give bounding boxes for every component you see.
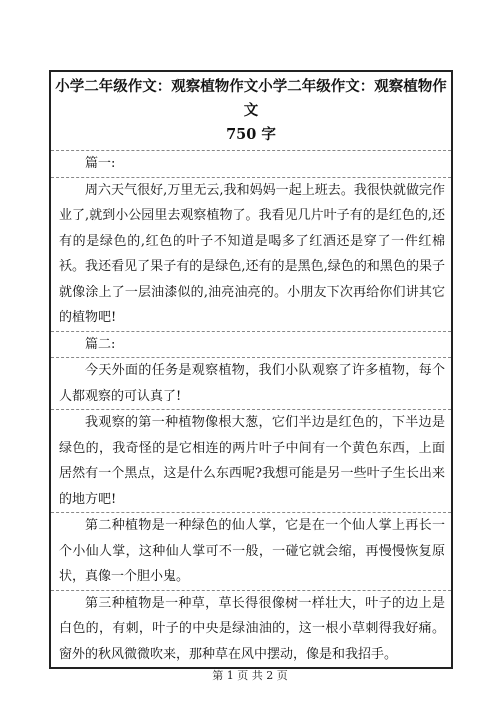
essay-table	[49, 70, 453, 669]
section-2-heading: 篇二:	[51, 331, 451, 358]
title-line-1: 小学二年级作文：观察植物作文小学二年级作文：观察植物作文	[55, 78, 447, 119]
page-footer: 第 1 页 共 2 页	[212, 669, 288, 682]
essay-title	[51, 72, 451, 150]
section-1-paragraph: 周六天气很好,万里无云,我和妈妈一起上班去。我很快就做完作业了,就到小公园里去观察植物了。我看见几片叶子有的是红色的,还有的是绿色的,红色的叶子不知道是喝多了红酒还是穿了一件红棉袄。我还看见了果子有的是绿色,还有的是黑色,绿色的和黑色的果子就像涂上了一层油漆似的,油亮油亮的。小朋友下次再给你们讲其它的植物吧!	[51, 177, 451, 331]
section-2-paragraph-2: 我观察的第一种植物像根大葱，它们半边是红色的，下半边是绿色的，我奇怪的是它相连的两片叶子中间有一个黄色东西，上面居然有一个黑点，这是什么东西呢?我想可能是另一些叶子生长出来的地方吧!	[51, 409, 451, 512]
section-1-heading: 篇一:	[51, 150, 451, 177]
section-2-paragraph-3: 第二种植物是一种绿色的仙人掌，它是在一个仙人掌上再长一个小仙人掌，这种仙人掌可不一般，一碰它就会缩，再慢慢恢复原状，真像一个胆小鬼。	[51, 512, 451, 590]
section-2-paragraph-1: 今天外面的任务是观察植物，我们小队观察了许多植物，每个人都观察的可认真了!	[51, 357, 451, 409]
title-line-2: 750 字	[226, 126, 276, 143]
section-2-paragraph-4: 第三种植物是一种草，草长得很像树一样壮大，叶子的边上是白色的，有刺，叶子的中央是绿油油的，这一根小草刺得我好痛。窗外的秋风微微吹来，那种草在风中摆动，像是和我招手。	[51, 590, 451, 668]
